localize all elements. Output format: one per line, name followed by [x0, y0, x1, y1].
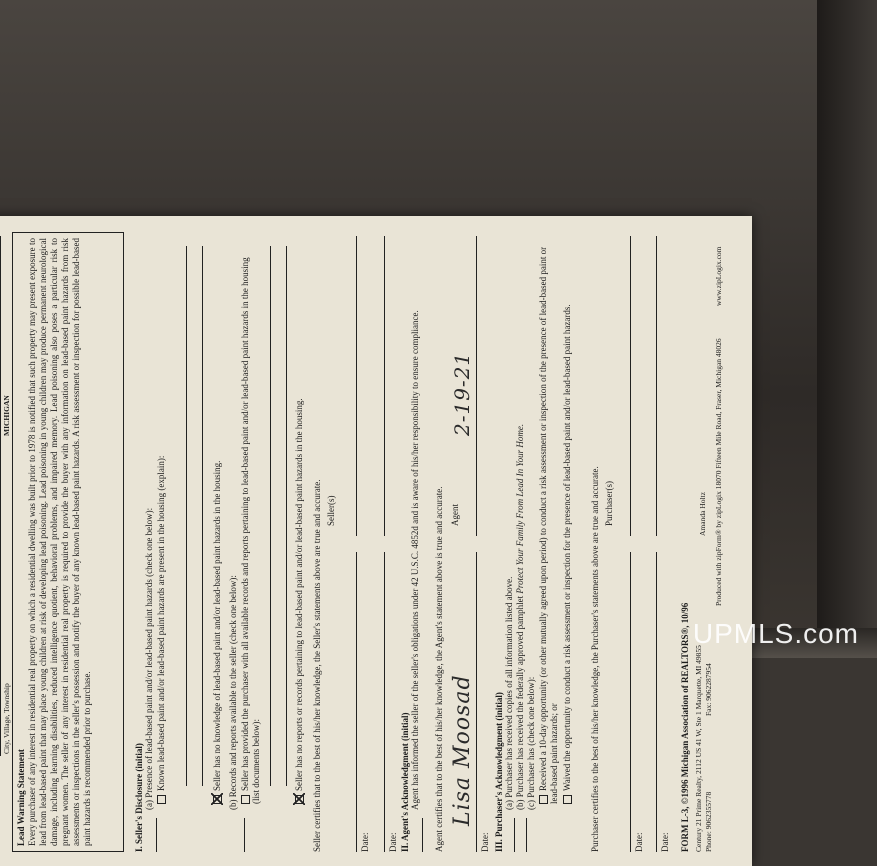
city-line — [0, 236, 1, 756]
seller-certify: Seller certifies that to the best of his/her knowledge, the Seller's statements above are true and accurate. — [312, 479, 322, 852]
agent-sign-date: 2-19-21 — [450, 351, 474, 436]
seller-sign-line-2 — [356, 236, 357, 536]
seller-date-label-1: Date: — [360, 832, 370, 852]
agent-initial-line — [422, 818, 423, 852]
checkbox-waived[interactable] — [563, 795, 572, 804]
office-fax: Fax: 9062287954 — [704, 663, 713, 716]
purchaser-sign-line-3 — [656, 552, 657, 852]
seller-sign-line-1 — [356, 552, 357, 852]
section-1-a1: Known lead-based paint and/or lead-based paint hazards are present in the housing (explain): — [156, 244, 167, 804]
seller-initial-line — [156, 818, 157, 852]
records-line-2 — [286, 246, 287, 786]
checkbox-10-day[interactable] — [539, 795, 548, 804]
seller-sign-line-4 — [384, 236, 385, 536]
section-1-a: (a) Presence of lead-based paint and/or lead-based paint hazards (check one below): — [144, 507, 154, 810]
checkbox-no-records[interactable] — [295, 795, 304, 804]
records-line-1 — [270, 246, 271, 786]
seller-initial-line-b — [244, 818, 245, 852]
purchaser-certify: Purchaser certifies to the best of his/her knowledge, the Purchaser's statements above are true and accurate. — [590, 466, 600, 852]
agent-label: Agent — [450, 504, 460, 526]
upmls-watermark: UPMLS.com — [692, 618, 859, 649]
section-1-b1: Seller has provided the purchaser with all available records and reports pertaining to lead-based paint and/or lead-based paint hazards in the housing (list documents below): — [240, 257, 261, 804]
section-3-c2: Waived the opportunity to conduct a risk assessment or inspection for the presence of lead-based paint and/or lead-based paint hazards. — [562, 244, 573, 804]
lead-warning-box — [12, 232, 124, 852]
purchaser-initial-b — [526, 818, 527, 852]
agent-date-line — [476, 236, 477, 536]
checkbox-provided-records[interactable] — [241, 795, 250, 804]
checkbox-known-lead[interactable] — [157, 795, 166, 804]
purchaser-date-label-2: Date: — [660, 832, 670, 852]
agent-signature: Lisa Moosad — [450, 674, 475, 826]
purchaser-date-label-1: Date: — [634, 832, 644, 852]
section-1-b2: Seller has no reports or records pertaining to lead-based paint and/or lead-based paint hazards in the housing. — [294, 244, 305, 804]
purchaser-initial-a — [514, 818, 515, 852]
agent-certify: Agent certifies that to the best of his/her knowledge, the Agent's statement above is true and accurate. — [434, 486, 444, 852]
purchaser-sign-line-2 — [630, 236, 631, 536]
state-label: MICHIGAN — [2, 395, 11, 436]
form-id: FORM L-3, ©1996 Michigan Association of REALTORS®, 10/96 — [680, 602, 690, 852]
purchaser-sign-line-4 — [656, 236, 657, 536]
section-1-a2: Seller has no knowledge of lead-based paint and/or lead-based paint hazards in the housing. — [212, 244, 223, 804]
checkbox-no-knowledge[interactable] — [213, 795, 222, 804]
warning-body: Every purchaser of any interest in residential real property on which a residential dwelling was built prior to 1978 is notified that such property may present exposure to lead from lead-based paint that may place young children at risk of developing lead poisoning. Lead poisoning in young children may produce permanent neurological damage, including learning disabilities, reduced intelligence quotient, behavioral problems, and impaired memory. Lead poisoning also poses a particular risk to pregnant women. The seller of any interest in residential real property is required to provide the buyer with any information on lead-based paint hazards from risk assessments or inspections in the seller's possession and notify the buyer of any known lead-based paint hazards. A risk assessment or inspection for possible lead-based paint hazards is recommended prior to purchase. — [27, 238, 92, 846]
city-label: City, Village, Township — [2, 683, 11, 754]
purchasers-label: Purchaser(s) — [604, 481, 614, 526]
office-phone: Phone: 9062355778 — [704, 791, 713, 852]
ziplogix-website: www.zipLogix.com — [714, 246, 723, 306]
section-2-title: II. Agent's Acknowledgment (initial) — [400, 712, 410, 852]
section-3-b: (b) Purchaser has received the federally approved pamphlet Protect Your Family From Lead In Your Home. — [515, 423, 525, 810]
section-3-title: III. Purchaser's Acknowledgment (initial) — [494, 692, 504, 852]
office-address: Century 21 Prime Realty, 2112 US 41 W, Ste 1 Marquette, MI 49855 — [694, 645, 703, 852]
sellers-label: Seller(s) — [326, 495, 336, 526]
section-1-title: I. Seller's Disclosure (initial) — [134, 743, 144, 852]
explain-line-2 — [202, 246, 203, 786]
explain-line-1 — [186, 246, 187, 786]
section-3-c: (c) Purchaser has (check one below): — [526, 676, 536, 810]
disclosure-form-paper — [0, 216, 752, 866]
purchaser-sign-line-1 — [630, 552, 631, 852]
footer-agent-name: Amanda Holtz — [698, 492, 707, 536]
section-3-a: (a) Purchaser has received copies of all information listed above. — [504, 576, 514, 810]
section-3-c1: Received a 10-day opportunity (or other mutually agreed upon period) to conduct a risk assessment or inspection of the presence of lead-based paint or lead-based paint hazards; or — [538, 246, 559, 804]
agent-date-label: Date: — [480, 832, 490, 852]
seller-sign-line-3 — [384, 552, 385, 852]
seller-date-label-2: Date: — [388, 832, 398, 852]
warning-heading: Lead Warning Statement — [16, 749, 26, 846]
section-1-b: (b) Records and reports available to the seller (check one below): — [228, 575, 238, 810]
zipform-producer: Produced with zipForm® by zipLogix 18070 Fifteen Mile Road, Fraser, Michigan 48026 — [714, 338, 723, 606]
section-2-text: Agent has informed the seller of the seller's obligations under 42 U.S.C. 4852d and is aware of his/her responsibility to ensure compliance. — [410, 310, 420, 810]
agent-sign-line — [476, 552, 477, 852]
